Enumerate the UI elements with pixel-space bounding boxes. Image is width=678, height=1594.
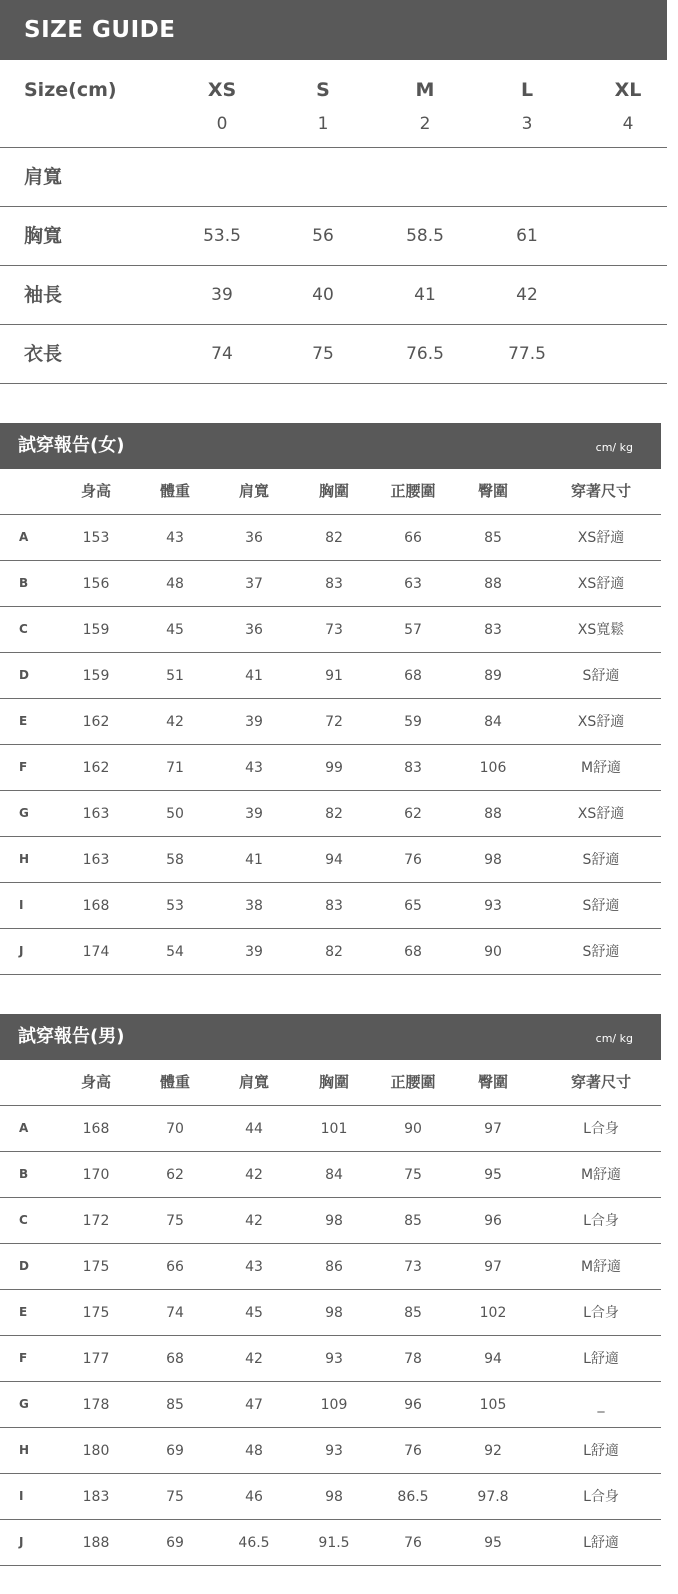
row-id: B	[19, 1167, 29, 1181]
column-header: 肩寬	[238, 482, 269, 500]
unit-label: cm/ kg	[595, 1032, 633, 1045]
row-id: D	[19, 1259, 29, 1273]
row-id: A	[19, 1121, 29, 1135]
table-cell: 75	[166, 1213, 184, 1229]
table-cell: 76	[404, 1535, 422, 1551]
table-cell: 102	[479, 1305, 507, 1321]
table-cell: 84	[325, 1167, 343, 1183]
fit-report-men-header	[0, 1014, 661, 1060]
table-cell: 98	[325, 1305, 343, 1321]
table-cell: 91.5	[318, 1535, 350, 1551]
column-header: 正腰圍	[390, 1073, 436, 1091]
size-number-xl: 4	[622, 114, 634, 134]
table-cell: S舒適	[582, 898, 620, 914]
column-header: 胸圍	[318, 482, 349, 500]
table-cell: 153	[82, 530, 110, 546]
row-id: H	[19, 852, 30, 866]
table-cell: 177	[82, 1351, 110, 1367]
size-name-xs: XS	[207, 79, 237, 101]
table-cell: L合身	[583, 1305, 619, 1321]
table-cell: 74	[166, 1305, 184, 1321]
size-cell: 75	[312, 344, 334, 364]
table-cell: 163	[82, 806, 110, 822]
table-row	[0, 745, 661, 791]
table-cell: 68	[404, 944, 422, 960]
table-cell: 48	[245, 1443, 263, 1459]
table-row	[0, 1152, 661, 1198]
table-cell: 57	[404, 622, 422, 638]
table-cell: 168	[82, 1121, 110, 1137]
size-number-m: 2	[419, 114, 431, 134]
table-cell: 36	[245, 622, 263, 638]
table-cell: 85	[484, 530, 502, 546]
table-cell: XS舒適	[577, 806, 625, 822]
table-cell: S舒適	[582, 668, 620, 684]
table-cell: 50	[166, 806, 184, 822]
table-cell: 73	[325, 622, 343, 638]
row-id: A	[19, 530, 29, 544]
row-id: J	[19, 1535, 24, 1549]
table-cell: M舒適	[580, 1167, 622, 1183]
table-cell: 72	[325, 714, 343, 730]
size-guide-row-chest	[0, 207, 667, 266]
table-cell: 62	[166, 1167, 184, 1183]
table-cell: 37	[245, 576, 263, 592]
row-id: E	[19, 1305, 28, 1319]
column-header: 體重	[159, 482, 190, 500]
fit-report-women-rows	[0, 515, 661, 975]
table-cell: 92	[484, 1443, 502, 1459]
table-cell: 39	[245, 944, 263, 960]
table-cell: 78	[404, 1351, 422, 1367]
table-cell: 97	[484, 1259, 502, 1275]
table-cell: 96	[484, 1213, 502, 1229]
table-cell: L舒適	[583, 1535, 619, 1551]
table-cell: 156	[82, 576, 110, 592]
table-cell: 41	[245, 852, 263, 868]
table-cell: 66	[404, 530, 422, 546]
row-id: I	[19, 898, 24, 912]
table-cell: 89	[484, 668, 502, 684]
size-guide-row-shoulder	[0, 148, 667, 207]
size-number-l: 3	[521, 114, 533, 134]
table-cell: 159	[82, 668, 110, 684]
table-cell: 75	[404, 1167, 422, 1183]
table-row	[0, 607, 661, 653]
size-guide-row-sleeve	[0, 266, 667, 325]
table-row	[0, 1106, 661, 1152]
table-cell: 183	[82, 1489, 110, 1505]
table-cell: 95	[484, 1535, 502, 1551]
row-id: G	[19, 806, 29, 820]
table-cell: 82	[325, 530, 343, 546]
size-cell: 61	[516, 226, 538, 246]
column-header: 正腰圍	[390, 482, 436, 500]
table-cell: 175	[82, 1259, 110, 1275]
table-cell: 101	[320, 1121, 348, 1137]
table-cell: 83	[484, 622, 502, 638]
table-cell: 82	[325, 806, 343, 822]
size-cell: 76.5	[406, 344, 444, 364]
row-id: E	[19, 714, 28, 728]
table-cell: 75	[166, 1489, 184, 1505]
column-header: 身高	[80, 1073, 111, 1091]
table-cell: 48	[166, 576, 184, 592]
table-cell: 42	[245, 1351, 263, 1367]
column-header: 體重	[159, 1073, 190, 1091]
table-cell: L舒適	[583, 1351, 619, 1367]
table-row	[0, 1474, 661, 1520]
size-name-l: L	[520, 79, 534, 101]
table-cell: 51	[166, 668, 184, 684]
table-cell: 43	[245, 1259, 263, 1275]
size-label: Size(cm)	[24, 79, 117, 101]
row-id: F	[19, 760, 28, 774]
table-cell: 83	[325, 576, 343, 592]
table-cell: 86.5	[397, 1489, 429, 1505]
column-header: 穿著尺寸	[570, 482, 631, 500]
row-id: I	[19, 1489, 24, 1503]
size-cell: 39	[211, 285, 233, 305]
table-cell: 188	[82, 1535, 110, 1551]
table-cell: 174	[82, 944, 110, 960]
table-cell: 98	[325, 1489, 343, 1505]
row-label: 胸寬	[24, 225, 63, 247]
table-row	[0, 1198, 661, 1244]
fit-report-men-rows	[0, 1106, 661, 1566]
table-cell: XS舒適	[577, 576, 625, 592]
table-cell: 58	[166, 852, 184, 868]
table-cell: 168	[82, 898, 110, 914]
table-row	[0, 653, 661, 699]
table-cell: 93	[325, 1351, 343, 1367]
table-cell: 95	[484, 1167, 502, 1183]
table-cell: 85	[166, 1397, 184, 1413]
row-id: D	[19, 668, 29, 682]
size-name-s: S	[316, 79, 330, 101]
table-row	[0, 561, 661, 607]
table-cell: 73	[404, 1259, 422, 1275]
table-cell: 175	[82, 1305, 110, 1321]
table-cell: 36	[245, 530, 263, 546]
table-cell: S舒適	[582, 852, 620, 868]
size-name-xl: XL	[614, 79, 642, 101]
fit-report-title: 試穿報告(女)	[18, 435, 125, 456]
table-cell: 54	[166, 944, 184, 960]
table-cell: 71	[166, 760, 184, 776]
table-row	[0, 929, 661, 975]
table-cell: L合身	[583, 1121, 619, 1137]
table-cell: 94	[484, 1351, 502, 1367]
table-cell: 44	[245, 1121, 263, 1137]
fit-report-women	[0, 423, 661, 975]
table-cell: 42	[166, 714, 184, 730]
table-cell: _	[597, 1397, 605, 1413]
size-cell: 74	[211, 344, 233, 364]
table-cell: L舒適	[583, 1443, 619, 1459]
table-cell: 66	[166, 1259, 184, 1275]
table-cell: 93	[325, 1443, 343, 1459]
table-cell: 162	[82, 714, 110, 730]
column-header: 臀圍	[477, 1073, 508, 1091]
table-cell: 88	[484, 576, 502, 592]
table-cell: 85	[404, 1305, 422, 1321]
size-guide-table	[0, 60, 667, 384]
table-cell: 42	[245, 1213, 263, 1229]
table-cell: 109	[320, 1397, 348, 1413]
table-cell: 97.8	[477, 1489, 509, 1505]
table-cell: 46.5	[238, 1535, 270, 1551]
table-cell: 69	[166, 1535, 184, 1551]
table-cell: 43	[166, 530, 184, 546]
table-cell: 180	[82, 1443, 110, 1459]
row-id: G	[19, 1397, 29, 1411]
size-cell: 40	[312, 285, 334, 305]
table-cell: 163	[82, 852, 110, 868]
table-cell: M舒適	[580, 760, 622, 776]
table-cell: 46	[245, 1489, 263, 1505]
column-header: 穿著尺寸	[570, 1073, 631, 1091]
table-cell: 69	[166, 1443, 184, 1459]
table-cell: 178	[82, 1397, 110, 1413]
table-cell: 162	[82, 760, 110, 776]
size-number-s: 1	[317, 114, 329, 134]
table-cell: 105	[479, 1397, 507, 1413]
table-cell: 99	[325, 760, 343, 776]
table-row	[0, 515, 661, 561]
table-cell: 76	[404, 852, 422, 868]
table-cell: 82	[325, 944, 343, 960]
table-cell: 70	[166, 1121, 184, 1137]
table-cell: 86	[325, 1259, 343, 1275]
size-guide-title: SIZE GUIDE	[0, 0, 667, 60]
table-row	[0, 699, 661, 745]
table-row	[0, 1428, 661, 1474]
size-guide-row-length	[0, 325, 667, 384]
table-cell: 88	[484, 806, 502, 822]
table-cell: 159	[82, 622, 110, 638]
row-label: 肩寬	[24, 166, 63, 188]
table-cell: 59	[404, 714, 422, 730]
size-name-m: M	[415, 79, 435, 101]
column-header: 身高	[80, 482, 111, 500]
size-cell: 53.5	[203, 226, 241, 246]
column-header: 胸圍	[318, 1073, 349, 1091]
table-cell: 170	[82, 1167, 110, 1183]
row-id: B	[19, 576, 29, 590]
table-cell: 63	[404, 576, 422, 592]
table-row	[0, 1244, 661, 1290]
table-cell: M舒適	[580, 1259, 622, 1275]
table-cell: 94	[325, 852, 343, 868]
row-id: C	[19, 622, 28, 636]
row-label: 袖長	[24, 284, 63, 306]
table-cell: L合身	[583, 1489, 619, 1505]
table-cell: 45	[166, 622, 184, 638]
table-cell: 41	[245, 668, 263, 684]
row-id: J	[19, 944, 24, 958]
size-cell: 42	[516, 285, 538, 305]
fit-report-title: 試穿報告(男)	[18, 1026, 125, 1047]
table-cell: S舒適	[582, 944, 620, 960]
table-cell: 65	[404, 898, 422, 914]
table-cell: 106	[479, 760, 507, 776]
table-cell: 39	[245, 714, 263, 730]
column-header: 肩寬	[238, 1073, 269, 1091]
size-cell: 41	[414, 285, 436, 305]
table-cell: 42	[245, 1167, 263, 1183]
table-cell: 98	[484, 852, 502, 868]
table-row	[0, 1336, 661, 1382]
table-cell: 97	[484, 1121, 502, 1137]
table-cell: XS舒適	[577, 714, 625, 730]
table-cell: XS寬鬆	[577, 622, 625, 638]
table-cell: 84	[484, 714, 502, 730]
row-id: C	[19, 1213, 28, 1227]
column-header: 臀圍	[477, 482, 508, 500]
table-cell: 85	[404, 1213, 422, 1229]
table-cell: 68	[166, 1351, 184, 1367]
size-cell: 77.5	[508, 344, 546, 364]
table-cell: 98	[325, 1213, 343, 1229]
row-label: 衣長	[24, 343, 63, 365]
table-row	[0, 883, 661, 929]
table-cell: L合身	[583, 1213, 619, 1229]
size-guide-header-row	[0, 60, 667, 148]
table-cell: XS舒適	[577, 530, 625, 546]
table-cell: 83	[404, 760, 422, 776]
table-cell: 47	[245, 1397, 263, 1413]
table-row	[0, 1382, 661, 1428]
row-id: F	[19, 1351, 28, 1365]
size-cell: 58.5	[406, 226, 444, 246]
table-cell: 90	[404, 1121, 422, 1137]
table-row	[0, 1520, 661, 1566]
fit-report-men	[0, 1014, 661, 1566]
table-cell: 76	[404, 1443, 422, 1459]
table-row	[0, 1290, 661, 1336]
size-cell: 56	[312, 226, 334, 246]
table-cell: 90	[484, 944, 502, 960]
table-cell: 91	[325, 668, 343, 684]
table-cell: 172	[82, 1213, 110, 1229]
table-cell: 43	[245, 760, 263, 776]
table-cell: 39	[245, 806, 263, 822]
table-cell: 45	[245, 1305, 263, 1321]
fit-column-header-row	[0, 1060, 661, 1106]
table-row	[0, 837, 661, 883]
table-cell: 83	[325, 898, 343, 914]
table-cell: 62	[404, 806, 422, 822]
unit-label: cm/ kg	[595, 441, 633, 454]
table-cell: 96	[404, 1397, 422, 1413]
table-row	[0, 791, 661, 837]
row-id: H	[19, 1443, 30, 1457]
table-cell: 53	[166, 898, 184, 914]
table-cell: 93	[484, 898, 502, 914]
fit-column-header-row	[0, 469, 661, 515]
table-cell: 38	[245, 898, 263, 914]
table-cell: 68	[404, 668, 422, 684]
size-number-xs: 0	[216, 114, 228, 134]
fit-report-women-header	[0, 423, 661, 469]
